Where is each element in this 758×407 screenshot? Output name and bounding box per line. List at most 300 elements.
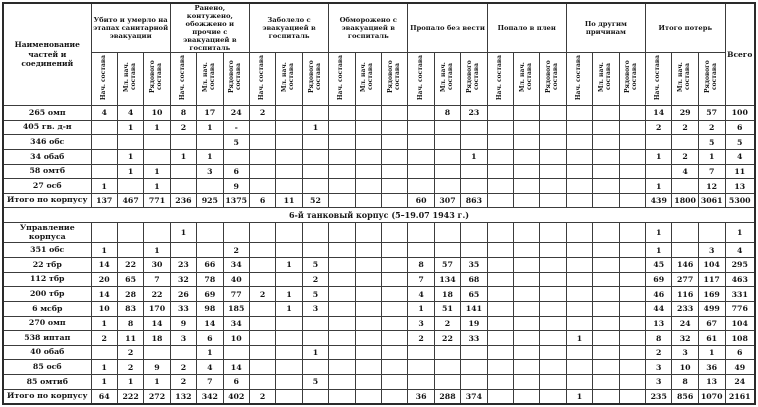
value-cell: 44 [646, 301, 672, 316]
value-cell: 36 [698, 360, 725, 375]
value-cell [593, 120, 619, 135]
value-cell: 2 [408, 331, 434, 346]
value-cell: 342 [197, 389, 223, 404]
value-cell: 1 [461, 149, 487, 164]
value-cell: 78 [197, 272, 223, 287]
value-cell [434, 120, 460, 135]
value-cell: 33 [461, 331, 487, 346]
value-cell [302, 179, 328, 194]
row-total-cell: 331 [725, 287, 755, 302]
value-cell: 2 [249, 389, 275, 404]
group-header-0: Убито и умерло на этапах санитарной эвакуации [91, 3, 170, 53]
value-cell: 272 [144, 389, 170, 404]
value-cell [276, 135, 302, 150]
value-cell [329, 243, 355, 258]
value-cell [381, 316, 407, 331]
value-cell [329, 179, 355, 194]
value-cell [249, 331, 275, 346]
unit-row [3, 106, 755, 121]
value-cell [329, 258, 355, 273]
value-cell [355, 243, 381, 258]
value-cell: 1 [91, 179, 117, 194]
value-cell: - [223, 120, 249, 135]
value-cell [593, 223, 619, 243]
value-cell: 7 [144, 272, 170, 287]
value-cell [408, 243, 434, 258]
section-header-row [3, 208, 755, 223]
subheader-cell [355, 53, 381, 106]
subheader-cell [646, 53, 672, 106]
row-total-cell: 11 [725, 164, 755, 179]
value-cell [514, 301, 540, 316]
unit-row [3, 287, 755, 302]
unit-row [3, 258, 755, 273]
corner-header: Наименование частей и соединений [3, 3, 91, 106]
subheader-cell [540, 53, 566, 106]
value-cell [144, 149, 170, 164]
subheader-label: Нач. состава [575, 54, 583, 100]
value-cell [514, 331, 540, 346]
subheader-cell [144, 53, 170, 106]
value-cell: 69 [197, 287, 223, 302]
subheader-cell [408, 53, 434, 106]
value-cell [434, 149, 460, 164]
value-cell: 18 [144, 331, 170, 346]
value-cell [434, 223, 460, 243]
value-cell [302, 135, 328, 150]
value-cell [461, 223, 487, 243]
value-cell [302, 360, 328, 375]
group-header-3: Обморожено с эвакуацией в госпиталь [329, 3, 408, 53]
value-cell: 7 [698, 164, 725, 179]
value-cell: 1 [566, 389, 592, 404]
value-cell: 1 [144, 179, 170, 194]
unit-row [3, 316, 755, 331]
value-cell [487, 149, 513, 164]
value-cell [329, 389, 355, 404]
value-cell [249, 360, 275, 375]
value-cell [619, 345, 645, 360]
value-cell: 1 [276, 301, 302, 316]
value-cell [672, 179, 698, 194]
subheader-label: Мл. нач. состава [677, 62, 692, 92]
value-cell [197, 223, 223, 243]
value-cell [170, 179, 196, 194]
value-cell [144, 223, 170, 243]
value-cell [593, 135, 619, 150]
value-cell: 8 [672, 375, 698, 390]
row-total-cell: 108 [725, 331, 755, 346]
value-cell: 8 [170, 106, 196, 121]
value-cell [514, 258, 540, 273]
value-cell [381, 120, 407, 135]
group-header-5: Попало в плен [487, 3, 566, 53]
value-cell: 8 [646, 331, 672, 346]
subheader-cell [276, 53, 302, 106]
value-cell [514, 345, 540, 360]
subheader-label: Рядового состава [307, 60, 322, 94]
value-cell [355, 375, 381, 390]
value-cell: 6 [197, 331, 223, 346]
value-cell: 2 [249, 287, 275, 302]
value-cell: 17 [197, 106, 223, 121]
value-cell [461, 120, 487, 135]
row-total-cell: 24 [725, 375, 755, 390]
value-cell [355, 272, 381, 287]
subheader-label: Мл. нач. состава [598, 62, 612, 92]
value-cell: 10 [672, 360, 698, 375]
value-cell: 1 [117, 375, 143, 390]
value-cell [249, 120, 275, 135]
value-cell [329, 301, 355, 316]
section-header-label: 6-й танковый корпус (5–19.07 1943 г.) [3, 208, 755, 223]
value-cell [619, 301, 645, 316]
unit-name-cell: 112 тбр [3, 272, 91, 287]
subheader-label: Мл. нач. состава [439, 62, 454, 92]
value-cell: 14 [144, 316, 170, 331]
value-cell [302, 106, 328, 121]
unit-row [3, 135, 755, 150]
value-cell [566, 316, 592, 331]
value-cell [461, 345, 487, 360]
value-cell: 771 [144, 193, 170, 208]
row-total-cell: 1 [725, 223, 755, 243]
value-cell [302, 389, 328, 404]
value-cell [566, 106, 592, 121]
value-cell [329, 345, 355, 360]
value-cell [514, 375, 540, 390]
value-cell [249, 243, 275, 258]
value-cell: 3 [197, 164, 223, 179]
value-cell [329, 149, 355, 164]
value-cell [540, 331, 566, 346]
value-cell: 1 [276, 258, 302, 273]
subheader-label: Нач. состава [178, 54, 186, 100]
value-cell: 6 [223, 375, 249, 390]
unit-row [3, 149, 755, 164]
value-cell: 1 [302, 345, 328, 360]
value-cell [514, 243, 540, 258]
value-cell: 4 [197, 360, 223, 375]
unit-row [3, 243, 755, 258]
value-cell [408, 375, 434, 390]
value-cell [276, 331, 302, 346]
value-cell [381, 179, 407, 194]
value-cell [619, 375, 645, 390]
value-cell [408, 135, 434, 150]
row-total-cell: 6 [725, 120, 755, 135]
value-cell: 22 [434, 331, 460, 346]
value-cell [381, 301, 407, 316]
row-total-cell: 295 [725, 258, 755, 273]
value-cell [540, 164, 566, 179]
value-cell [540, 301, 566, 316]
value-cell [249, 272, 275, 287]
value-cell: 64 [91, 389, 117, 404]
value-cell [487, 135, 513, 150]
value-cell [381, 164, 407, 179]
value-cell [249, 223, 275, 243]
subheader-label: Рядового состава [466, 60, 480, 94]
value-cell [593, 193, 619, 208]
value-cell [434, 164, 460, 179]
unit-name-cell: 85 осб [3, 360, 91, 375]
value-cell: 863 [461, 193, 487, 208]
value-cell: 1 [144, 164, 170, 179]
value-cell [566, 272, 592, 287]
value-cell [329, 120, 355, 135]
value-cell: 77 [223, 287, 249, 302]
value-cell [355, 345, 381, 360]
value-cell [619, 135, 645, 150]
value-cell: 36 [408, 389, 434, 404]
value-cell [566, 223, 592, 243]
value-cell [91, 120, 117, 135]
value-cell: 61 [698, 331, 725, 346]
group-header-1: Ранено, контужено, обожжено и прочие с эвакуацией в госпиталь [170, 3, 249, 53]
value-cell [434, 179, 460, 194]
value-cell: 277 [672, 272, 698, 287]
value-cell: 60 [408, 193, 434, 208]
value-cell [355, 258, 381, 273]
value-cell [593, 301, 619, 316]
subheader-cell [170, 53, 196, 106]
value-cell [540, 193, 566, 208]
value-cell: 146 [672, 258, 698, 273]
subheader-label: Рядового состава [228, 60, 243, 94]
value-cell [593, 389, 619, 404]
value-cell [619, 389, 645, 404]
value-cell [329, 164, 355, 179]
subheader-cell [514, 53, 540, 106]
value-cell: 34 [223, 258, 249, 273]
value-cell: 1 [117, 120, 143, 135]
value-cell: 67 [698, 316, 725, 331]
value-cell [487, 272, 513, 287]
value-cell [540, 135, 566, 150]
value-cell [619, 258, 645, 273]
unit-name-cell: 22 тбр [3, 258, 91, 273]
value-cell: 9 [170, 316, 196, 331]
value-cell [619, 120, 645, 135]
value-cell [487, 243, 513, 258]
value-cell [249, 345, 275, 360]
value-cell [381, 375, 407, 390]
value-cell: 288 [434, 389, 460, 404]
value-cell: 40 [223, 272, 249, 287]
value-cell [381, 345, 407, 360]
value-cell: 7 [197, 375, 223, 390]
value-cell: 1 [698, 345, 725, 360]
value-cell: 1 [117, 164, 143, 179]
value-cell [593, 272, 619, 287]
value-cell: 69 [646, 272, 672, 287]
value-cell: 6 [249, 193, 275, 208]
value-cell: 83 [117, 301, 143, 316]
value-cell: 19 [461, 316, 487, 331]
subheader-cell [672, 53, 698, 106]
value-cell [619, 272, 645, 287]
value-cell: 2 [646, 345, 672, 360]
unit-name-cell: 34 обаб [3, 149, 91, 164]
value-cell [276, 243, 302, 258]
subheader-label: Рядового состава [624, 60, 639, 94]
value-cell: 1 [646, 243, 672, 258]
value-cell [302, 164, 328, 179]
value-cell [381, 272, 407, 287]
subheader-cell [91, 53, 117, 106]
value-cell [514, 272, 540, 287]
row-total-cell: 104 [725, 316, 755, 331]
subheader-label: Рядового состава [386, 60, 401, 94]
value-cell [355, 193, 381, 208]
value-cell [540, 179, 566, 194]
value-cell [276, 389, 302, 404]
unit-row [3, 223, 755, 243]
value-cell: 12 [698, 179, 725, 194]
value-cell [540, 272, 566, 287]
value-cell: 5 [698, 135, 725, 150]
value-cell [566, 258, 592, 273]
value-cell [381, 106, 407, 121]
value-cell: 13 [646, 316, 672, 331]
unit-name-cell: 270 омп [3, 316, 91, 331]
value-cell [329, 375, 355, 390]
value-cell [329, 106, 355, 121]
value-cell [170, 243, 196, 258]
unit-name-cell: 27 осб [3, 179, 91, 194]
value-cell: 98 [197, 301, 223, 316]
value-cell: 925 [197, 193, 223, 208]
value-cell [91, 135, 117, 150]
value-cell [540, 120, 566, 135]
value-cell: 3 [646, 375, 672, 390]
value-cell [329, 193, 355, 208]
value-cell [223, 345, 249, 360]
value-cell: 11 [276, 193, 302, 208]
value-cell [487, 360, 513, 375]
value-cell: 137 [91, 193, 117, 208]
value-cell: 1 [408, 301, 434, 316]
value-cell: 1 [91, 243, 117, 258]
value-cell [646, 135, 672, 150]
value-cell [487, 345, 513, 360]
value-cell: 20 [91, 272, 117, 287]
value-cell [355, 316, 381, 331]
value-cell [381, 223, 407, 243]
subheader-label: Рядового состава [703, 60, 718, 94]
value-cell [540, 316, 566, 331]
value-cell [672, 135, 698, 150]
subheader-cell [329, 53, 355, 106]
value-cell [566, 360, 592, 375]
value-cell [461, 179, 487, 194]
subheader-cell [223, 53, 249, 106]
subheader-cell [698, 53, 725, 106]
value-cell [487, 287, 513, 302]
value-cell [276, 149, 302, 164]
unit-name-cell: 200 тбр [3, 287, 91, 302]
value-cell: 45 [646, 258, 672, 273]
value-cell: 141 [461, 301, 487, 316]
unit-name-cell: 351 обс [3, 243, 91, 258]
value-cell: 9 [144, 360, 170, 375]
subheader-cell [249, 53, 275, 106]
value-cell: 7 [408, 272, 434, 287]
value-cell [408, 106, 434, 121]
value-cell: 1 [646, 223, 672, 243]
unit-name-cell: Управление корпуса [3, 223, 91, 243]
value-cell: 34 [223, 316, 249, 331]
value-cell [355, 301, 381, 316]
subheader-cell [461, 53, 487, 106]
value-cell [514, 287, 540, 302]
row-total-cell: 13 [725, 179, 755, 194]
value-cell: 14 [91, 258, 117, 273]
row-total-cell: 49 [725, 360, 755, 375]
value-cell: 4 [117, 106, 143, 121]
value-cell: 4 [91, 106, 117, 121]
value-cell [223, 223, 249, 243]
value-cell: 1 [646, 179, 672, 194]
value-cell [276, 272, 302, 287]
value-cell [487, 316, 513, 331]
unit-name-cell: 346 обс [3, 135, 91, 150]
value-cell: 2 [170, 375, 196, 390]
value-cell: 14 [223, 360, 249, 375]
subheader-label: Нач. состава [258, 54, 266, 100]
value-cell: 10 [223, 331, 249, 346]
value-cell [117, 179, 143, 194]
value-cell: 66 [197, 258, 223, 273]
value-cell [434, 135, 460, 150]
value-cell [329, 316, 355, 331]
unit-row [3, 179, 755, 194]
value-cell: 1 [566, 331, 592, 346]
value-cell: 6 [223, 164, 249, 179]
value-cell: 2 [434, 316, 460, 331]
value-cell: 4 [672, 164, 698, 179]
unit-row [3, 389, 755, 404]
unit-row [3, 331, 755, 346]
value-cell: 1 [91, 360, 117, 375]
value-cell: 32 [672, 331, 698, 346]
value-cell: 65 [461, 287, 487, 302]
value-cell: 1070 [698, 389, 725, 404]
value-cell [566, 179, 592, 194]
unit-name-cell: Итого по корпусу [3, 389, 91, 404]
value-cell [672, 223, 698, 243]
subheader-label: Нач. состава [99, 54, 107, 100]
unit-name-cell: 85 омтиб [3, 375, 91, 390]
value-cell [381, 243, 407, 258]
value-cell [619, 287, 645, 302]
value-cell [619, 331, 645, 346]
value-cell [408, 164, 434, 179]
value-cell: 10 [91, 301, 117, 316]
value-cell [302, 149, 328, 164]
value-cell [514, 389, 540, 404]
value-cell [566, 243, 592, 258]
value-cell [381, 258, 407, 273]
value-cell: 467 [117, 193, 143, 208]
header-row-groups [3, 3, 755, 53]
value-cell: 117 [698, 272, 725, 287]
value-cell [566, 301, 592, 316]
value-cell [514, 223, 540, 243]
value-cell [117, 243, 143, 258]
value-cell: 57 [698, 106, 725, 121]
